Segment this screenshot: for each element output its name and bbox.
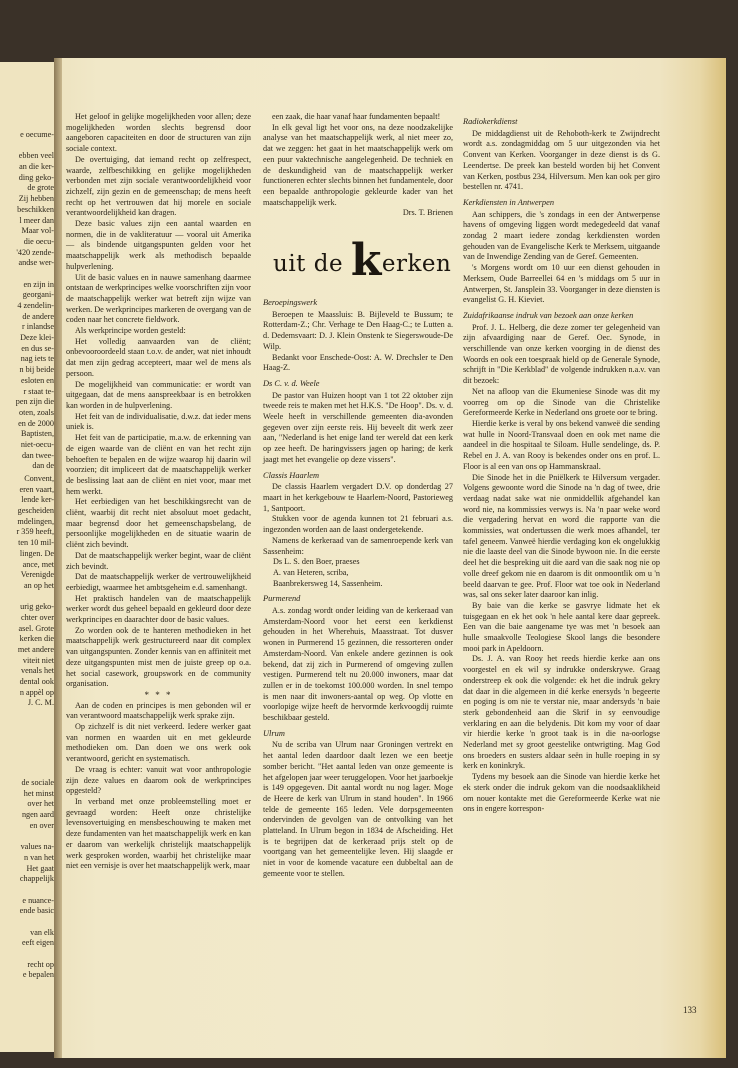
- fragment-line: l meer dan: [19, 215, 54, 225]
- paragraph: Tydens my besoek aan die Sinode van hierdie kerke het ek sterk onder die indruk gekom van die noodsaaklikheid om nouer kontakte met die Gereformeerde Kerke wat nie ons in engere korrespon-: [463, 772, 660, 814]
- fragment-line: e bepalen: [22, 970, 54, 980]
- paragraph: Aan schippers, die 's zondags in een der Antwerpense havens of omgeving liggen wordt medegedeeld dat vanaf zondag 2 maart iedere zondag kerkdiensten worden gehouden van de Evangelische Kerk te Merksem, uitgaande van de Inwendige Zending van de Geref. Gemeenten.: [463, 209, 660, 262]
- fragment-line: ebben veel: [18, 151, 54, 161]
- fragment-line: het minst: [23, 788, 54, 798]
- fragment-line: esloten en: [21, 375, 54, 385]
- fragment-line: e oecume-: [20, 130, 54, 139]
- paragraph: Net na afloop van die Ekumeniese Sinode was dit my voorreg om op die Sinode van die Christelike Gereformeerde Kerke in Nederland ons groete oor te bring.: [463, 386, 660, 418]
- fragment-line: gescheiden: [17, 506, 54, 516]
- paragraph: Zo worden ook de te hanteren methodieken in het maatschappelijk werk gestructureerd naar dit complex van uitgangspunten. Zonder kennis van en affiniteit met deze uitgangspunten mist men de juiste greep op o.a. het social casework, groupswork en de community organisation.: [66, 625, 251, 689]
- paragraph: Beroepen te Maassluis: B. Bijleveld te Bussum; te Rotterdam-Z.; Chr. Verhage te Den Haag-C.; te Lutten a. d. Dedemsvaart: D. J. Klein Onstenk te Siegerswoude-De Wilp.: [263, 309, 453, 351]
- fragment-line: de andere: [22, 311, 54, 321]
- fragment-line: [4, 917, 54, 928]
- fragment-line: lingen. De: [19, 548, 54, 558]
- column-1: [66, 112, 251, 872]
- paragraph: Het eerbiedigen van het beschikkingsrecht van de cliënt, waarbij dit recht niet absoluut moet gedacht, maar begrensd door het gemeenschapsbelang, de persoonlijke mogelijkheden en de situatie waarin de cliënt zich bevindt.: [66, 497, 251, 550]
- page-number: 133: [683, 1005, 697, 1015]
- fragment-line: eeft eigen: [21, 938, 54, 948]
- list-item: A. van Heteren, scriba,: [273, 567, 349, 577]
- fragment-line: values na-: [20, 842, 54, 852]
- paragraph: Bedankt voor Enschede-Oost: A. W. Drechsler te Den Haag-Z.: [263, 352, 453, 373]
- fragment-line: dental ook: [19, 677, 54, 687]
- paragraph: Het praktisch handelen van de maatschappelijk werker wordt dus geheel bepaald en gekleurd door deze werkprincipes en daarachter door de basic values.: [66, 593, 251, 625]
- fragment-line: oten, zoals: [18, 407, 54, 417]
- fragment-line: andse wer-: [18, 258, 54, 268]
- signatories-list: [263, 557, 453, 589]
- fragment-line: kerken die: [19, 634, 54, 644]
- column-3: [463, 112, 660, 815]
- paragraph: Dat de maatschappelijk werker de vertrouwelijkheid eerbiedigt, waarmee het ambtsgeheim e.d. samenhangt.: [66, 572, 251, 592]
- paragraph: Aan de coden en principes is men gebonden wil er van verantwoord maatschappelijk werk sprake zijn.: [66, 700, 251, 721]
- fragment-line: chter over: [21, 612, 54, 622]
- fragment-line: die oecu-: [23, 236, 54, 246]
- section-separator: * * *: [144, 689, 173, 700]
- fragment-line: georgani-: [22, 290, 54, 300]
- fragment-line: Convent,: [24, 474, 54, 483]
- paragraph: A.s. zondag wordt onder leiding van de kerkeraad van Amsterdam-Noord voor het eerst een kerkdienst gehouden in het Wherehuis, Maasstraat. Tot dusver wonen in Purmerend 15 gezinnen, die ressorteren onder Amsterdam-Noord. Van enkele andere gezinnen is ook bekend, dat zij zich in Purmerend of omgeving zullen vestigen. Purmerend telt nu 20.000 inwoners, maar dat zullen er in de toekomst 100.000 worden. In snel tempo is men naar dit inwoners-aantal op weg. Op vlotte en voorlopige wijze heeft de hervormde kerkvoogdij ruimte beschikbaar gesteld.: [263, 606, 453, 723]
- section-heading: Ulrum: [263, 728, 285, 738]
- paragraph: Die Sinode het in die Pniëlkerk te Hilversum vergader. Volgens gewoonte word die Sinode na 'n dag of twee, drie verdaag nadat sake wat nie onmiddellik afgehandel kan word nie, na kommissies verwys is. Na 'n paar weke word die vergadering hervat en word die rapporte van die kommissies, wat ondertussen die werk moes afhandel, ter tafel geneem. Vanweë hierdie verdaging kon ek ongelukkig nie die laaste deel van die Sinode bywoon nie. In die eerste deel het die bespreking uit die aard van die saak nog nie op volle dreef gekom nie en daarom is dit onmoontlik om u 'n beeld daarvan te gee. Prof. Floor wat toe ook in Nederland was, sal ons seker later daaroor kan inlig.: [463, 472, 660, 600]
- fragment-line: over het: [27, 799, 54, 809]
- fragment-line: 4 zendelin-: [17, 301, 54, 310]
- page-gutter: [54, 58, 62, 1058]
- fragment-line: mdelingen,: [17, 516, 54, 526]
- paragraph: De mogelijkheid van communicatie: er wordt van uitgegaan, dat de mens aanspreekbaar is en betrokken kan worden in de hulpverlening.: [66, 379, 251, 410]
- paragraph: Deze basic values zijn een aantal waarden en normen, die in de vakliteratuur — vooral uit Amerika — als bindende uitgangspunten gelden voor het maatschappelijk werk als methodisch bepaalde hulpverlening.: [66, 219, 251, 271]
- section-heading: Ds C. v. d. Weele: [263, 378, 320, 388]
- fragment-line: Het gaat: [26, 863, 54, 873]
- fragment-line: urig geko-: [20, 602, 54, 612]
- fragment-line: r staat te-: [23, 386, 54, 396]
- paragraph: een zaak, die haar vanaf haar fundamenten bepaalt!: [272, 112, 441, 121]
- fragment-line: pen zijn die: [15, 397, 54, 407]
- paragraph: By baie van die kerke se gasvrye lidmate het ek tuisgegaan en ek het ook 'n hele aantal kere daar gepreek. Een van die baie aangename tye was met 'n besoek aan hulle smaakvolle Teologiese Skool langs die besondere mooi park in Apeldoorn.: [463, 600, 660, 653]
- paragraph: Stukken voor de agenda kunnen tot 21 februari a.s. ingezonden worden aan de laast ondergetekende.: [263, 514, 453, 535]
- fragment-line: met andere: [17, 645, 54, 654]
- fragment-line: [4, 592, 54, 603]
- paragraph: Ds. J. A. van Rooy het reeds hierdie kerke aan ons voorgestel en ek wil sy indrukke onderskrywe. Graag onderstreep ek ook die volgende: ek het die indruk gekry dat daar in die algemeen in dié kerke enersyds 'n begeerte en poging is om nie te verstar nie, maar andersyds 'n baie sterk gebondenheid aan die Skrif in sy eenvoudige verklaring en aan die belydenis. Dit kom my voor of daar vir hierdie kerke 'n groot taak is in die na-oorlogse Nederland met sy groot geestelike ontwrigting. Mag God ons broeders en susters aldaar seën in hulle roeping in sy kerk en koninkryk.: [463, 654, 660, 771]
- fragment-line: de sociale: [21, 778, 54, 787]
- fragment-line: lende ker-: [21, 495, 54, 505]
- fragment-line: '420 zende-: [16, 247, 54, 257]
- column-2: [263, 112, 453, 880]
- fragment-line: r inlandse: [21, 322, 54, 332]
- fragment-line: [4, 949, 54, 960]
- fragment-line: en zijn in: [23, 279, 54, 289]
- section-heading: Beroepingswerk: [263, 298, 318, 308]
- fragment-line: dan de: [32, 461, 54, 471]
- paragraph: Als werkprincipe worden gesteld:: [75, 326, 186, 336]
- section-heading: Zuidafrikaanse indruk van bezoek aan onze kerken: [463, 310, 634, 320]
- facing-page-fragments-a: [4, 130, 54, 472]
- fragment-line: Verenigde: [20, 570, 54, 580]
- paragraph: Hierdie kerke is veral by ons bekend vanweë die sending wat hulle in Noord-Transvaal doen en ook met name die aandeel in die hospitaal te Siloam. Hulle sendelinge, ds. P. Rebel en J. A. van Rooy is bekendes onder ons en prof. L. Floor is al een van ons op Hammanskraal.: [463, 418, 660, 471]
- fragment-line: en dus se-: [21, 343, 54, 353]
- paragraph: Het feit van de individualisatie, d.w.z. dat ieder mens uniek is.: [66, 411, 251, 432]
- fragment-line: ngen aard: [21, 810, 54, 820]
- paragraph: De classis Haarlem vergadert D.V. op donderdag 27 maart in het kerkgebouw te Haarlem-Noord, Pastorieweg 1, Santpoort.: [263, 482, 453, 513]
- fragment-line: en de 2000: [18, 418, 54, 428]
- paragraph: Dat de maatschappelijk werker begint, waar de cliënt zich bevindt.: [66, 550, 251, 571]
- fragment-line: n appèl op: [19, 687, 54, 697]
- fragment-line: Deze klei-: [20, 333, 54, 343]
- fragment-line: ance, met: [22, 559, 54, 569]
- paragraph: De vraag is echter: vanuit wat voor anthropologie zijn deze values en daarom ook de werkprincipes opgesteld?: [66, 764, 251, 796]
- fragment-line: chappelijk: [19, 874, 54, 884]
- fragment-line: beschikken: [17, 204, 54, 214]
- fragment-line: an die ker-: [19, 162, 54, 172]
- fragment-line: [4, 269, 54, 280]
- fragment-line: asel. Grote: [18, 623, 54, 633]
- paragraph: Het feit van de participatie, m.a.w. de erkenning van de eigen waarde van de cliënt en van het recht zijn behoeften te bepalen en de wijze waarop hij daarin wil voorzien; dit impliceert dat de maatschappelijk werker de beslissing laat aan de cliënt en niet voor, maar met hem werkt.: [66, 433, 251, 496]
- fragment-line: n van het: [23, 852, 54, 862]
- fragment-line: venals het: [21, 666, 54, 676]
- fragment-line: en over: [29, 820, 54, 830]
- paragraph: In verband met onze probleemstelling moet er gevraagd worden: Heeft onze christelijke levensovertuiging en mensbeschouwing te maken met deze fundamenten van het maatschappelijk werk en kan er daarom van werkelijk christelijk maatschappelijk werk gesproken worden, waarbij het christelijke maar niet een vernisje is over het maatschappelijk werk, maar: [66, 797, 251, 871]
- section-heading: Kerkdiensten in Antwerpen: [463, 197, 555, 207]
- fragment-line: an op het: [23, 580, 54, 590]
- paragraph: De overtuiging, dat iemand recht op zelfrespect, waarde, zelfbeschikking en gelijke mogelijkheden verbonden met zijn sociale verantwoordelijkheid voor zichzelf, zijn gezin en de gemeenschap; de mens heeft recht op het vertrouwen dat hij morele en sociale verantwoordelijkheid kan dragen.: [66, 154, 251, 218]
- list-item: Ds L. S. den Boer, praeses: [273, 557, 360, 567]
- fragment-line: van elk: [30, 927, 54, 937]
- section-heading: Purmerend: [263, 594, 301, 604]
- paragraph: In elk geval ligt het voor ons, na deze noodzakelijke analyse van het maatschappelijk werk, al niet meer zo, dat we zeggen: het gaat in het maatschappelijk werk om een puur vaktechnische aangelegenheid. De techniek en de deskundigheid van de maatschappelijk werker functioneren echter slechts binnen het fundamentele, door een bepaalde anthropologie gekleurde kader van het maatschappelijk werk.: [263, 122, 453, 207]
- fragment-line: Zij hebben: [18, 194, 54, 204]
- fragment-line: [4, 831, 54, 842]
- fragment-line: ding geko-: [18, 172, 54, 182]
- facing-page-fragments-b: [4, 474, 54, 709]
- fragment-line: ten 10 mil-: [18, 538, 54, 548]
- paragraph: Uit de basic values en in nauwe samenhang daarmee ontstaan de werkprincipes welke voorschriften zijn voor de maatschappelijk werker wat betreft zijn wijze van werken. De werkprincipes markeren de overgang van de coden naar het concrete fieldwork.: [66, 272, 251, 325]
- section-heading: Classis Haarlem: [263, 470, 320, 480]
- paragraph: Het geloof in gelijke mogelijkheden voor allen; deze mogelijkheden worden slechts begrensd door aangeboren capaciteiten en door de structuren van zijn sociale context.: [66, 112, 251, 154]
- section-title-uit-de-kerken: uit de kerken: [273, 235, 452, 287]
- paragraph: De middagdienst uit de Rehoboth-kerk te Zwijndrecht wordt a.s. zondagmiddag om 5 uur uitgezonden via het Convent van Kerken. Voorganger in deze dienst is ds G. Leendertse. De preek kan besteld worden bij het Convent van Kerken, postbus 234, Hilversum. Men kan ook per giro bestellen nr. 4741.: [463, 128, 660, 192]
- fragment-line: niet-oecu-: [20, 439, 54, 449]
- fragment-line: n bij beide: [19, 365, 54, 375]
- fragment-line: r 359 heeft,: [16, 527, 54, 537]
- fragment-line: [4, 885, 54, 896]
- fragment-line: e nuance-: [22, 895, 54, 905]
- paragraph: 's Morgens wordt om 10 uur een dienst gehouden in Merksem, Oude Barreellei 64 en 's middags om 5 uur in Antwerpen, St. Jansplein 33. Voorganger in deze diensten is evangelist G. H. Kieviet.: [463, 263, 660, 305]
- fragment-line: eren vaart,: [19, 484, 54, 494]
- facing-page-fragments-c: [4, 778, 54, 981]
- fragment-line: recht op: [27, 959, 54, 969]
- fragment-line: ende basic: [19, 906, 54, 916]
- list-item: Baanbrekersweg 14, Sassenheim.: [273, 578, 383, 588]
- section-heading: Radiokerkdienst: [463, 117, 518, 126]
- paragraph: Namens de kerkeraad van de samenroepende kerk van Sassenheim:: [263, 535, 453, 556]
- paragraph: Op zichzelf is dit niet verkeerd. Iedere werker gaat van normen en waarden uit en met gekleurde methodieken om. Dan doen we ons werk ook verantwoord, gericht en systematisch.: [66, 722, 251, 764]
- paragraph: Prof. J. L. Helberg, die deze zomer ter gelegenheid van zijn afvaardiging naar de Geref. Oec. Synode, in verschillende van onze kerken voorging in de dienst des Woords en ook een toespraak hield op de Generale Synode, schrijft in "Die Kerkblad" de volgende indrukken n.a.v. van dit bezoek:: [463, 322, 660, 386]
- fragment-line: Maar vol-: [21, 226, 54, 236]
- fragment-line: dan twee-: [21, 450, 54, 460]
- paragraph: De pastor van Huizen hoopt van 1 tot 22 oktober zijn tweede reis te maken met het H.K.S. "De Hoop". Ds. v. d. Weele heeft in verschillende gemeenten dia-avonden gegeven over zijn eerste reis. Hij beveelt dit werk zeer aan, "Nederland is het enige land ter wereld dat een kerk op zee heeft. De haringvissers jagen op haring; de kerk jaagt met het evangelie op deze vissers".: [263, 390, 453, 464]
- fragment-line: nag iets te: [20, 354, 54, 364]
- fragment-line: de grote: [27, 183, 54, 193]
- fragment-line: J. C. M.: [27, 698, 54, 708]
- paragraph: Het volledig aanvaarden van de cliënt; onbevooroordeeld staan t.o.v. de ander, wat niet inhoudt dat men zijn gedrag accepteert, maar wel de mens als persoon.: [66, 336, 251, 378]
- fragment-line: Baptisten,: [21, 429, 54, 439]
- fragment-line: [4, 141, 54, 152]
- paragraph: Nu de scriba van Ulrum naar Groningen vertrekt en het aantal leden daardoor daalt lezen we een beetje somber bericht. "Het aantal leden van onze gemeente is het afgelopen jaar weer teruggelopen. Voor het jaarboekje is 149 opgegeven. Dit aantal wordt nu nog lager. Moge de Heere de kerk van Ulrum in stand houden". In 1966 telde de gemeente 165 leden. Vele dorpsgemeenten ondervinden de gevolgen van de ontvolking van het platteland. In Ulrum begon in 1834 de Afscheiding. Het is te begrijpen dat de kerkeraad prijs stelt op de voortgang van het gemeentelijke leven. Hij slaagde er niet in voor de komende vacature een dubbeltal aan de gemeente voor te stellen.: [263, 740, 453, 878]
- author-signature: Drs. T. Brienen: [402, 208, 453, 218]
- fragment-line: viteit niet: [22, 655, 54, 665]
